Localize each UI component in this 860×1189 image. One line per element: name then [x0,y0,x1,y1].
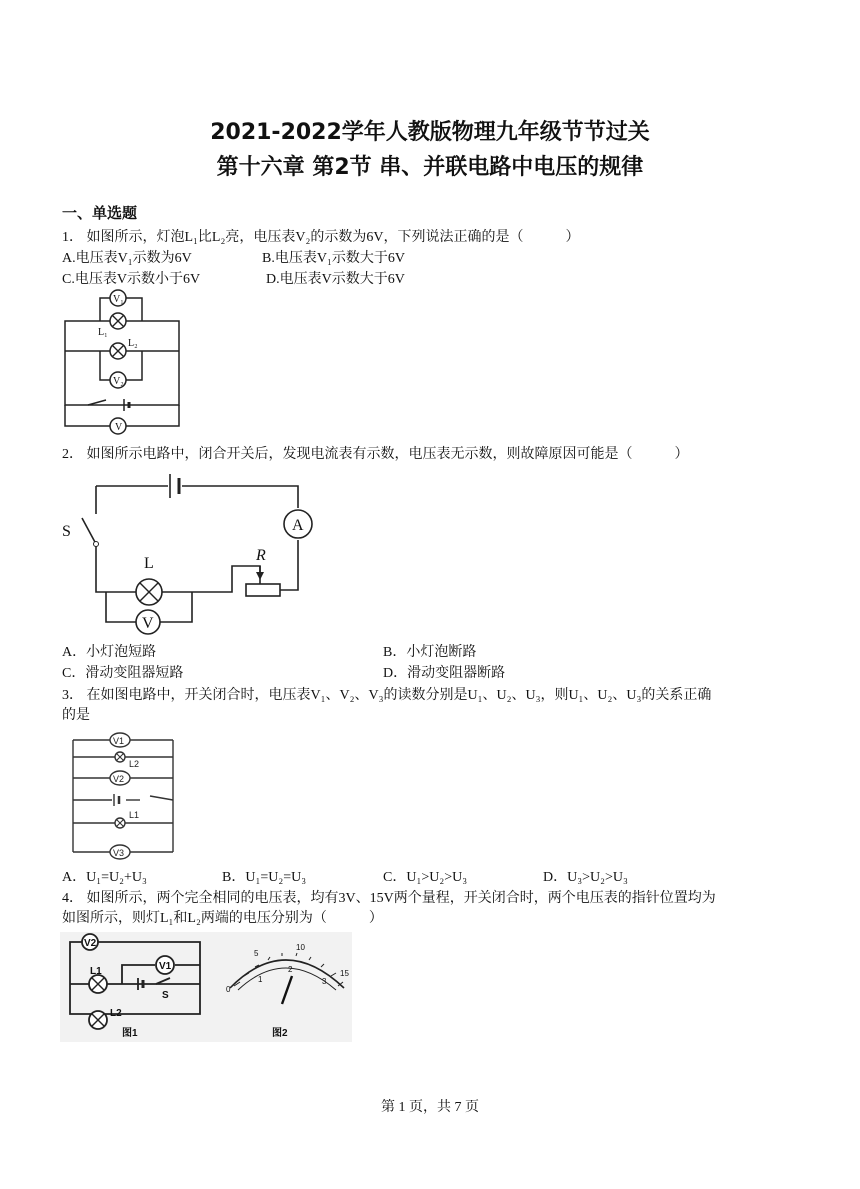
caption-figure-1: 图1 [122,1028,138,1039]
label-a: A [292,517,304,534]
label-v1: V1 [113,736,125,746]
label-s: S [62,523,71,540]
section-heading: 一、单选题 [62,204,138,222]
label-l: L [144,555,154,572]
question-1-circuit-figure [60,288,190,440]
label-r: R [256,547,266,564]
label-v2: V₂ [113,376,124,387]
question-3-stem-line-2: 的是 [62,708,90,723]
label-v: V [142,615,154,632]
label-v2: V2 [113,774,125,784]
dial-label-0-upper: 0 [226,985,231,994]
question-1-option-d: D.电压表V示数大于6V [266,272,405,287]
label-v3: V3 [113,848,125,858]
dial-label-15: 15 [340,969,349,978]
label-v: V [115,422,123,433]
label-v1: V₁ [113,294,124,305]
question-3-option-d: D．U₃>U₂>U₃ [543,870,628,885]
dial-label-3: 3 [322,977,327,986]
dial-label-10: 10 [296,943,305,952]
label-l2: L2 [110,1008,122,1019]
question-2-option-c: C．滑动变阻器短路 [62,666,184,681]
question-1-stem: 1． 如图所示，灯泡L₁比L₂亮，电压表V₂的示数为6V，下列说法正确的是（ ） [62,230,580,245]
question-4-stem-line-2: 如图所示，则灯L₁和L₂两端的电压分别为（ ） [62,911,383,926]
label-v2: V2 [84,938,97,949]
question-2-option-b: B．小灯泡断路 [383,645,477,660]
question-2-option-d: D．滑动变阻器断路 [383,666,506,681]
label-l1: L1 [129,810,140,820]
label-l1: L1 [90,966,102,977]
question-2-circuit-figure [60,466,320,642]
dial-label-2: 2 [288,965,293,974]
question-2-stem: 2． 如图所示电路中，闭合开关后，发现电流表有示数，电压表无示数，则故障原因可能是（ ） [62,447,689,462]
question-3-option-b: B．U₁=U₂=U₃ [222,870,307,885]
document-title: 2021-2022学年人教版物理九年级节节过关 [210,120,650,145]
question-1-option-c: C.电压表V示数小于6V [62,272,201,287]
label-v1: V1 [159,961,172,972]
page-footer: 第 1 页，共 7 页 [381,1100,479,1115]
question-1-option-b: B.电压表V₁示数大于6V [262,251,405,266]
caption-figure-2: 图2 [272,1028,288,1039]
label-l2: L₂ [128,338,138,349]
question-1-option-a: A.电压表V₁示数为6V [62,251,192,266]
document-subtitle: 第十六章 第2节 串、并联电路中电压的规律 [216,155,644,180]
question-3-option-c: C．U₁>U₂>U₃ [383,870,468,885]
question-4-stem-line-1: 4． 如图所示，两个完全相同的电压表，均有3V、15V两个量程，开关闭合时，两个电压表的指针位置均为 [62,891,716,906]
dial-label-1: 1 [258,975,263,984]
question-3-circuit-figure [66,730,180,860]
label-s: S [162,990,169,1001]
question-4-figure [60,932,352,1042]
question-3-stem-line-1: 3． 在如图电路中，开关闭合时，电压表V₁、V₂、V₃的读数分别是U₁、U₂、U₃，则U₁、U₂、U₃的关系正确 [62,688,712,703]
question-3-option-a: A．U₁=U₂+U₃ [62,870,147,885]
question-2-option-a: A．小灯泡短路 [62,645,157,660]
label-l2: L2 [129,759,140,769]
dial-label-5: 5 [254,949,259,958]
label-l1: L₁ [98,327,108,338]
